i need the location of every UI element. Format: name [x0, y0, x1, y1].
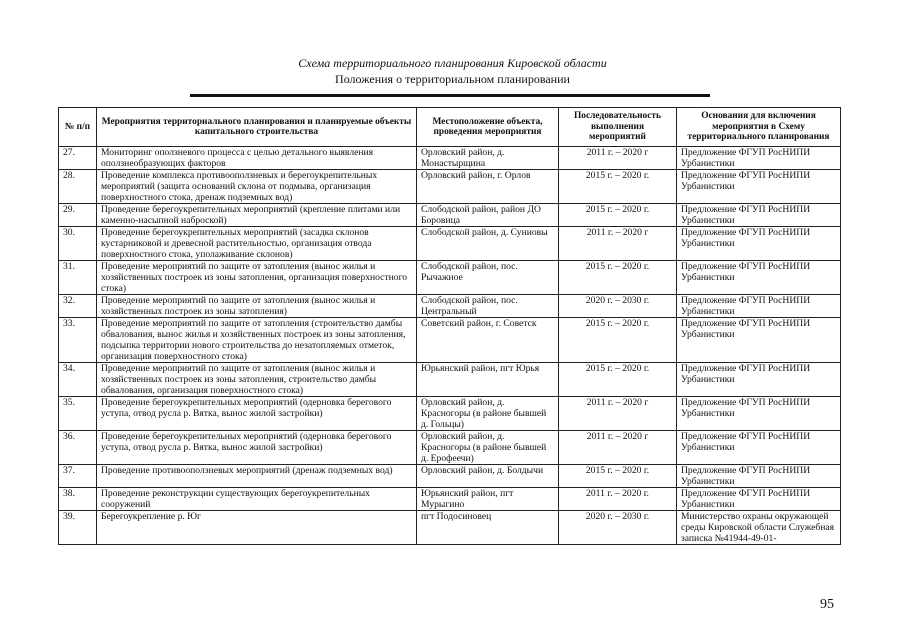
- table-row: [59, 170, 841, 204]
- row-basis: Предложение ФГУП РосНИПИ Урбанистики: [677, 295, 841, 318]
- row-number: 27.: [59, 147, 97, 170]
- column-header-number: № п/п: [59, 108, 97, 147]
- row-measure: Проведение мероприятий по защите от затопления (вынос жилья и хозяйственных построек из зоны затопления): [97, 295, 417, 318]
- row-number: 34.: [59, 363, 97, 397]
- table-header-row: [59, 108, 841, 147]
- row-basis: Предложение ФГУП РосНИПИ Урбанистики: [677, 170, 841, 204]
- row-basis: Предложение ФГУП РосНИПИ Урбанистики: [677, 397, 841, 431]
- row-period: 2015 г. – 2020 г.: [559, 318, 677, 363]
- column-header-period: Последовательность выполнения мероприятий: [559, 108, 677, 147]
- document-title: Схема территориального планирования Кировской области: [298, 56, 607, 70]
- row-period: 2015 г. – 2020 г.: [559, 465, 677, 488]
- row-measure: Проведение мероприятий по защите от затопления (строительство дамбы обвалования, вынос жилья и хозяйственных построек из зоны затопления, подсыпка территории нового строительства до незатопляемых отметок, организация поверхностного стока): [97, 318, 417, 363]
- row-number: 38.: [59, 488, 97, 511]
- row-location: Слободской район, пос. Центральный: [417, 295, 559, 318]
- row-number: 35.: [59, 397, 97, 431]
- column-header-measure: Мероприятия территориального планирования и планируемые объекты капитального строительства: [97, 108, 417, 147]
- row-number: 37.: [59, 465, 97, 488]
- table-row: [59, 465, 841, 488]
- row-basis: Предложение ФГУП РосНИПИ Урбанистики: [677, 147, 841, 170]
- row-period: 2011 г. – 2020 г: [559, 227, 677, 261]
- row-number: 33.: [59, 318, 97, 363]
- row-location: Орловский район, д. Красногоры (в районе бывшей д. Гольцы): [417, 397, 559, 431]
- table-row: [59, 397, 841, 431]
- table-row: [59, 488, 841, 511]
- row-number: 28.: [59, 170, 97, 204]
- table-row: [59, 227, 841, 261]
- row-basis: Предложение ФГУП РосНИПИ Урбанистики: [677, 204, 841, 227]
- row-period: 2015 г. – 2020 г.: [559, 204, 677, 227]
- row-period: 2020 г. – 2030 г.: [559, 295, 677, 318]
- row-basis: Предложение ФГУП РосНИПИ Урбанистики: [677, 465, 841, 488]
- row-location: Слободской район, пос. Рычажное: [417, 261, 559, 295]
- row-location: пгт Подосиновец: [417, 511, 559, 545]
- row-measure: Проведение мероприятий по защите от затопления (вынос жилья и хозяйственных построек из зоны затопления, организация поверхностного стока): [97, 261, 417, 295]
- row-measure: Проведение берегоукрепительных мероприятий (засадка склонов кустарниковой и древесной растительностью, организация отвода поверхностного стока, уполаживание склонов): [97, 227, 417, 261]
- row-period: 2020 г. – 2030 г.: [559, 511, 677, 545]
- row-measure: Мониторинг оползневого процесса с целью детального выявления оползнеобразующих факторов: [97, 147, 417, 170]
- planning-measures-table: [58, 107, 841, 545]
- row-measure: Проведение берегоукрепительных мероприятий (одерновка берегового уступа, отвод русла р. Вятка, вынос жилой застройки): [97, 431, 417, 465]
- row-period: 2015 г. – 2020 г.: [559, 363, 677, 397]
- row-measure: Проведение мероприятий по защите от затопления (вынос жилья и хозяйственных построек из зоны затопления, строительство дамбы обвалования, организация поверхностного стока): [97, 363, 417, 397]
- row-basis: Предложение ФГУП РосНИПИ Урбанистики: [677, 431, 841, 465]
- row-location: Орловский район, д. Болдычи: [417, 465, 559, 488]
- row-measure: Берегоукрепление р. Юг: [97, 511, 417, 545]
- row-basis: Предложение ФГУП РосНИПИ Урбанистики: [677, 261, 841, 295]
- row-location: Слободской район, район ДО Боровица: [417, 204, 559, 227]
- document-subtitle: Положения о территориальном планировании: [335, 72, 570, 86]
- row-period: 2011 г. – 2020 г: [559, 397, 677, 431]
- page-number: 95: [820, 597, 834, 612]
- table-row: [59, 204, 841, 227]
- row-location: Юрьянский район, пгт Мурыгино: [417, 488, 559, 511]
- row-period: 2011 г. – 2020 г: [559, 147, 677, 170]
- row-period: 2011 г. – 2020 г: [559, 431, 677, 465]
- row-basis: Предложение ФГУП РосНИПИ Урбанистики: [677, 363, 841, 397]
- table-row: [59, 511, 841, 545]
- table-row: [59, 295, 841, 318]
- row-measure: Проведение комплекса противооползневых и берегоукрепительных мероприятий (защита оснований склона от подмыва, организация поверхностного стока, дренаж подземных вод): [97, 170, 417, 204]
- row-measure: Проведение берегоукрепительных мероприятий (одерновка берегового уступа, отвод русла р. Вятка, вынос жилой застройки): [97, 397, 417, 431]
- row-number: 36.: [59, 431, 97, 465]
- row-measure: Проведение противооползневых мероприятий (дренаж подземных вод): [97, 465, 417, 488]
- row-location: Советский район, г. Советск: [417, 318, 559, 363]
- row-period: 2015 г. – 2020 г.: [559, 170, 677, 204]
- header-divider: [190, 94, 710, 97]
- row-number: 29.: [59, 204, 97, 227]
- row-period: 2011 г. – 2020 г.: [559, 488, 677, 511]
- column-header-basis: Основания для включения мероприятия в Схему территориального планирования: [677, 108, 841, 147]
- row-location: Орловский район, г. Орлов: [417, 170, 559, 204]
- table-row: [59, 147, 841, 170]
- row-basis: Предложение ФГУП РосНИПИ Урбанистики: [677, 318, 841, 363]
- row-basis: Министерство охраны окружающей среды Кировской области Служебная записка №41944-49-01-: [677, 511, 841, 545]
- table-row: [59, 363, 841, 397]
- row-measure: Проведение берегоукрепительных мероприятий (крепление плитами или каменно-насыпной наброской): [97, 204, 417, 227]
- column-header-location: Местоположение объекта, проведения мероприятия: [417, 108, 559, 147]
- table-row: [59, 261, 841, 295]
- table-row: [59, 318, 841, 363]
- row-basis: Предложение ФГУП РосНИПИ Урбанистики: [677, 488, 841, 511]
- row-number: 32.: [59, 295, 97, 318]
- row-number: 31.: [59, 261, 97, 295]
- row-basis: Предложение ФГУП РосНИПИ Урбанистики: [677, 227, 841, 261]
- row-number: 30.: [59, 227, 97, 261]
- row-location: Слободской район, д. Суниовы: [417, 227, 559, 261]
- row-location: Юрьянский район, пгт Юрья: [417, 363, 559, 397]
- table-row: [59, 431, 841, 465]
- row-number: 39.: [59, 511, 97, 545]
- row-period: 2015 г. – 2020 г.: [559, 261, 677, 295]
- row-measure: Проведение реконструкции существующих берегоукрепительных сооружений: [97, 488, 417, 511]
- row-location: Орловский район, д. Красногоры (в районе бывшей д. Ерофеечи): [417, 431, 559, 465]
- row-location: Орловский район, д. Монастырщина: [417, 147, 559, 170]
